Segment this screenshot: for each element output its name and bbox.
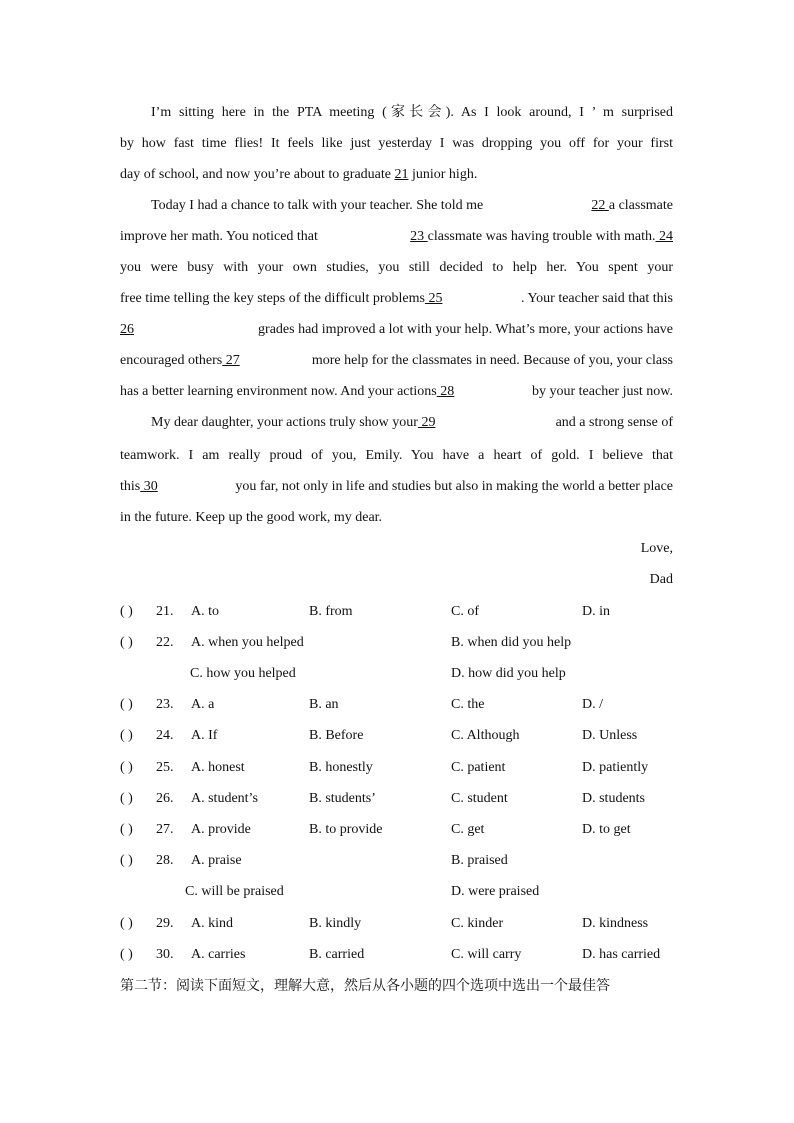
passage-line: I’m sitting here in the PTA meeting (家长会). As I look around, I ’ m surprised [151,105,673,120]
section-heading: 第二节：阅读下面短文，理解大意，然后从各小题的四个选项中选出一个最佳答 [120,978,610,994]
letter-closing: Love, [640,541,673,556]
question-28 [120,851,680,871]
passage-line [120,351,673,371]
passage-text: classmate was having trouble with math. [427,229,656,244]
question-22 [120,633,680,653]
letter-signature: Dad [649,572,673,587]
option-c: C. Although [451,728,520,743]
option-d: D. to get [582,822,631,837]
option-b: B. students’ [309,791,376,806]
question-number: 22. [156,635,174,650]
question-28-cont [120,882,680,902]
passage-text: junior high. [408,167,478,182]
option-c: C. how you helped [190,666,296,681]
option-c: C. get [451,822,485,837]
option-a: A. praise [191,853,242,868]
answer-parentheses[interactable]: ( ) [120,728,133,743]
option-a: A. to [191,604,219,619]
passage-line [120,227,673,247]
option-a: A. when you helped [191,635,304,650]
passage-line: by how fast time flies! It feels like just yesterday I was dropping you off for your first [120,136,673,151]
option-b: B. carried [309,947,365,962]
option-b: B. when did you help [451,635,572,650]
passage-line: teamwork. I am really proud of you, Emily. You have a heart of gold. I believe that [120,448,673,463]
option-d: D. patiently [582,760,649,775]
option-c: C. kinder [451,916,504,931]
option-a: A. a [191,697,215,712]
option-c: C. the [451,697,485,712]
question-22-cont [120,664,680,684]
blank-21: 21 [394,167,409,182]
passage-text: grades had improved a lot with your help. What’s more, your actions have [258,322,673,337]
question-29 [120,914,680,934]
blank-25: 25 [424,291,443,306]
passage-text: and a strong sense of [555,415,673,430]
question-30 [120,945,680,965]
question-23 [120,695,680,715]
option-b: B. Before [309,728,364,743]
option-d: D. students [582,791,645,806]
option-b: B. an [309,697,339,712]
passage-line: you were busy with your own studies, you still decided to help her. You spent your [120,260,673,275]
question-25 [120,758,680,778]
passage-line [120,165,673,185]
option-d: D. in [582,604,610,619]
option-b: B. to provide [309,822,383,837]
blank-28: 28 [436,384,455,399]
question-number: 29. [156,916,174,931]
question-number: 30. [156,947,174,962]
option-c: C. will be praised [185,884,284,899]
blank-24: 24 [655,229,673,244]
answer-parentheses[interactable]: ( ) [120,947,133,962]
passage-text: improve her math. You noticed that [120,229,318,244]
question-number: 26. [156,791,174,806]
passage-text: day of school, and now you’re about to graduate [120,167,395,182]
passage-text: this [120,479,141,494]
passage-text: more help for the classmates in need. Because of you, your class [311,353,673,368]
option-b: B. from [309,604,353,619]
answer-parentheses[interactable]: ( ) [120,853,133,868]
passage-text: has a better learning environment now. And your actions [120,384,437,399]
blank-23: 23 [410,229,428,244]
passage-text: encouraged others [120,353,223,368]
passage-text: Today I had a chance to talk with your teacher. She told me [151,198,484,213]
blank-27: 27 [222,353,240,368]
option-d: D. were praised [451,884,540,899]
option-a: A. student’s [191,791,258,806]
answer-parentheses[interactable]: ( ) [120,916,133,931]
option-d: D. Unless [582,728,638,743]
question-21 [120,602,680,622]
answer-parentheses[interactable]: ( ) [120,760,133,775]
blank-22: 22 [591,198,609,213]
passage-line: in the future. Keep up the good work, my dear. [120,510,383,525]
passage-line [151,413,673,433]
question-number: 21. [156,604,174,619]
passage-text: a classmate [608,198,673,213]
question-number: 27. [156,822,174,837]
answer-parentheses[interactable]: ( ) [120,604,133,619]
blank-30: 30 [140,479,158,494]
question-number: 23. [156,697,174,712]
passage-line [120,477,673,497]
passage-text: My dear daughter, your actions truly show your [151,415,418,430]
passage-text: . Your teacher said that this [520,291,673,306]
passage-text: by your teacher just now. [532,384,673,399]
answer-parentheses[interactable]: ( ) [120,635,133,650]
passage-line [120,289,673,309]
passage-text: you far, not only in life and studies but also in making the world a better place [235,479,673,494]
blank-29: 29 [417,415,436,430]
passage-line [120,382,673,402]
option-c: C. student [451,791,508,806]
option-b: B. honestly [309,760,373,775]
question-24 [120,726,680,746]
option-a: A. kind [191,916,233,931]
option-b: B. praised [451,853,508,868]
option-d: D. has carried [582,947,661,962]
question-number: 24. [156,728,174,743]
answer-parentheses[interactable]: ( ) [120,822,133,837]
option-d: D. / [582,697,603,712]
option-d: D. kindness [582,916,649,931]
passage-line [120,320,673,340]
option-a: A. provide [191,822,251,837]
option-c: C. will carry [451,947,522,962]
question-27 [120,820,680,840]
option-a: A. carries [191,947,246,962]
passage-line [151,196,673,216]
option-c: C. of [451,604,479,619]
answer-parentheses[interactable]: ( ) [120,791,133,806]
blank-26: 26 [120,322,134,337]
question-number: 28. [156,853,174,868]
question-26 [120,789,680,809]
passage-text: free time telling the key steps of the difficult problems [120,291,425,306]
option-c: C. patient [451,760,506,775]
answer-parentheses[interactable]: ( ) [120,697,133,712]
option-d: D. how did you help [451,666,566,681]
option-a: A. honest [191,760,245,775]
question-number: 25. [156,760,174,775]
option-a: A. If [191,728,218,743]
option-b: B. kindly [309,916,362,931]
